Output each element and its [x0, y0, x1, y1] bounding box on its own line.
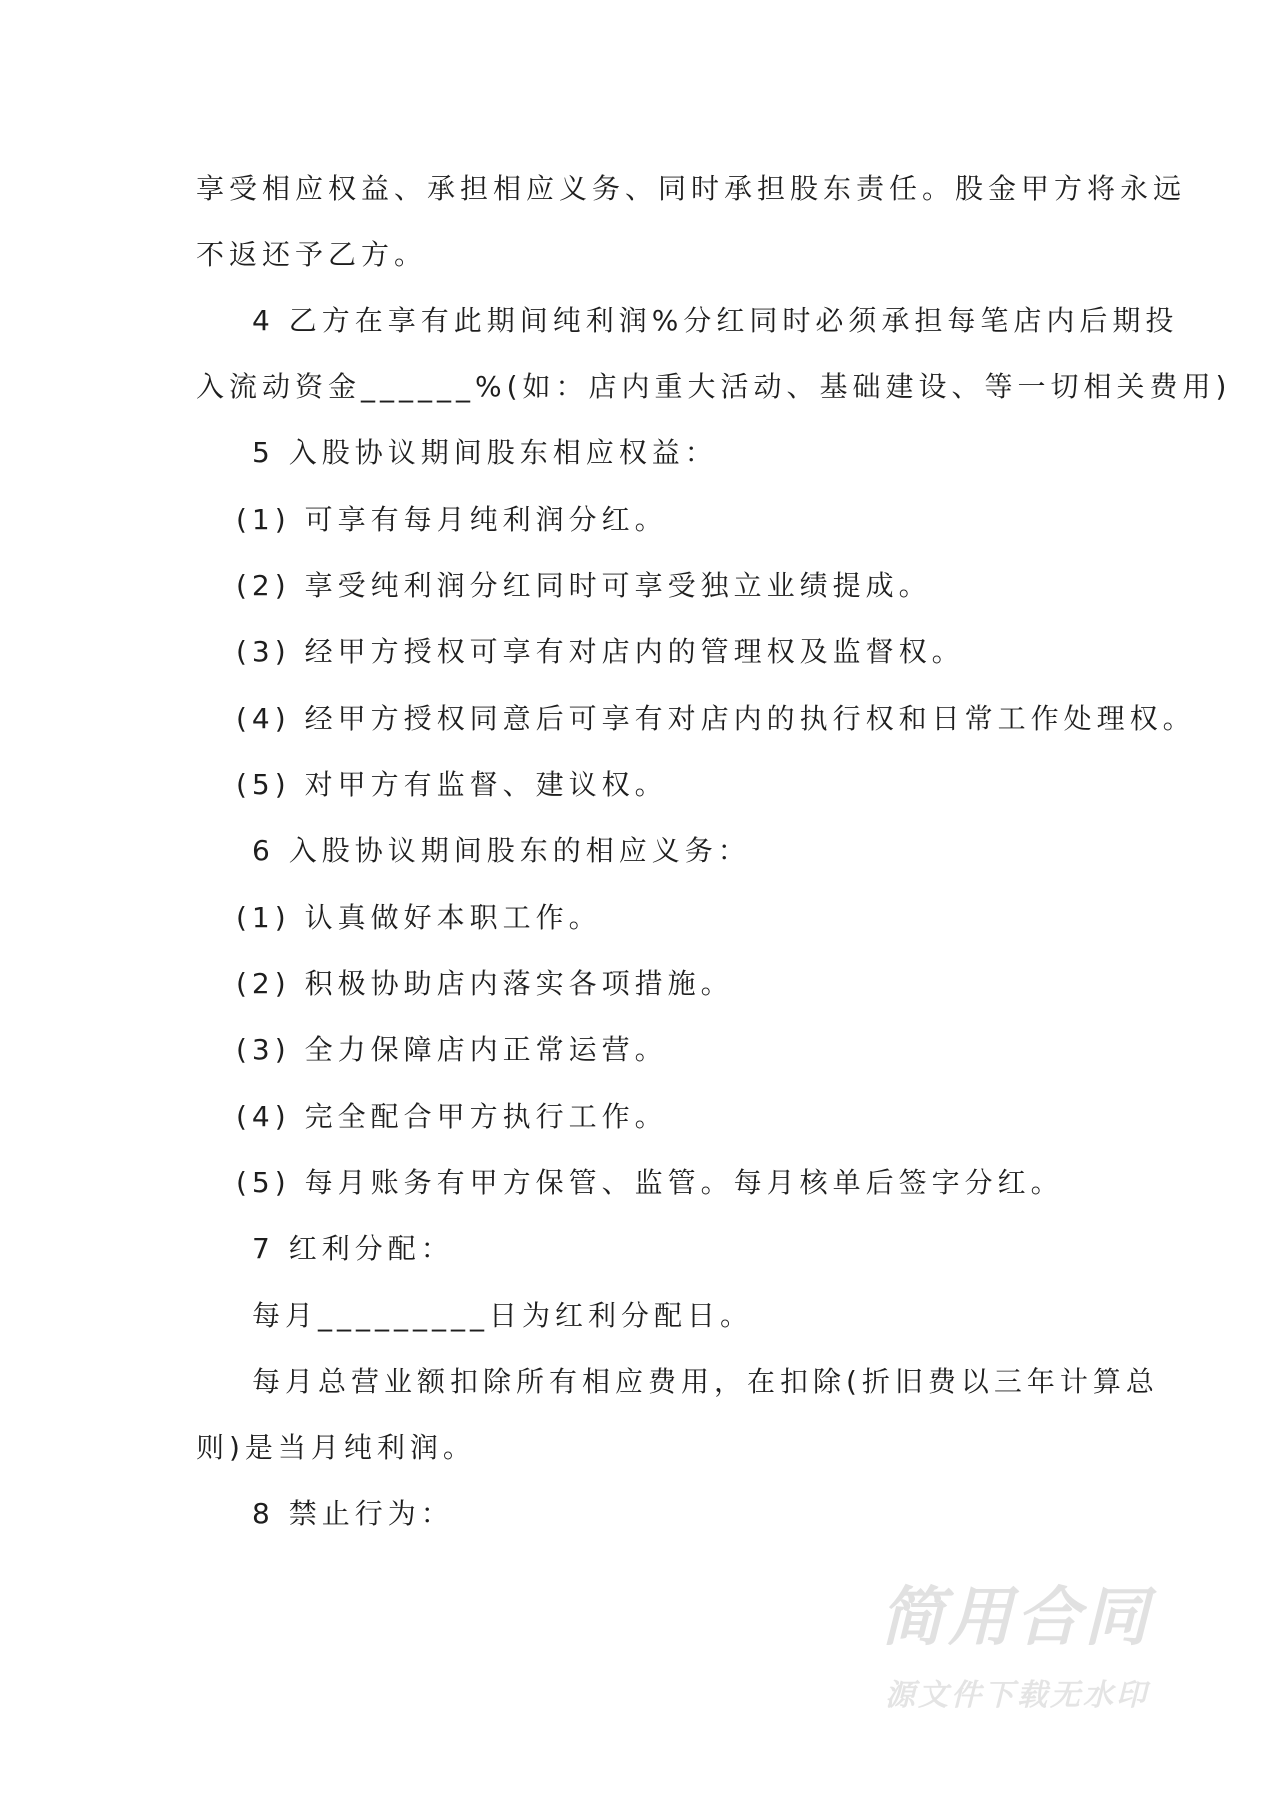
text-line: 享受相应权益、承担相应义务、同时承担股东责任。股金甲方将永远: [196, 172, 1187, 205]
list-item: (1) 认真做好本职工作。: [236, 901, 602, 934]
text-line: 入流动资金______%(如：店内重大活动、基础建设、等一切相关费用): [196, 370, 1232, 403]
text-line: 4 乙方在享有此期间纯利润%分红同时必须承担每笔店内后期投: [252, 304, 1179, 337]
section-heading: 6 入股协议期间股东的相应义务：: [252, 834, 751, 867]
text-line: 每月总营业额扣除所有相应费用，在扣除(折旧费以三年计算总: [252, 1365, 1159, 1398]
watermark-logo-text: 简用合同: [880, 1581, 1152, 1655]
section-heading: 8 禁止行为：: [252, 1497, 454, 1530]
text-line: 不返还予乙方。: [196, 238, 428, 271]
list-item: (1) 可享有每月纯利润分红。: [236, 503, 668, 536]
section-heading: 5 入股协议期间股东相应权益：: [252, 436, 718, 469]
list-item: (3) 全力保障店内正常运营。: [236, 1033, 668, 1066]
section-heading: 7 红利分配：: [252, 1232, 454, 1265]
list-item: (3) 经甲方授权可享有对店内的管理权及监督权。: [236, 635, 965, 668]
text-line: 则)是当月纯利润。: [196, 1431, 476, 1464]
list-item: (4) 完全配合甲方执行工作。: [236, 1100, 668, 1133]
watermark-subtitle: 源文件下载无水印: [885, 1678, 1149, 1713]
list-item: (2) 积极协助店内落实各项措施。: [236, 967, 734, 1000]
list-item: (5) 每月账务有甲方保管、监管。每月核单后签字分红。: [236, 1166, 1064, 1199]
text-line: 每月_________日为红利分配日。: [252, 1299, 754, 1332]
list-item: (2) 享受纯利润分红同时可享受独立业绩提成。: [236, 569, 932, 602]
list-item: (4) 经甲方授权同意后可享有对店内的执行权和日常工作处理权。: [236, 702, 1196, 735]
list-item: (5) 对甲方有监督、建议权。: [236, 768, 668, 801]
